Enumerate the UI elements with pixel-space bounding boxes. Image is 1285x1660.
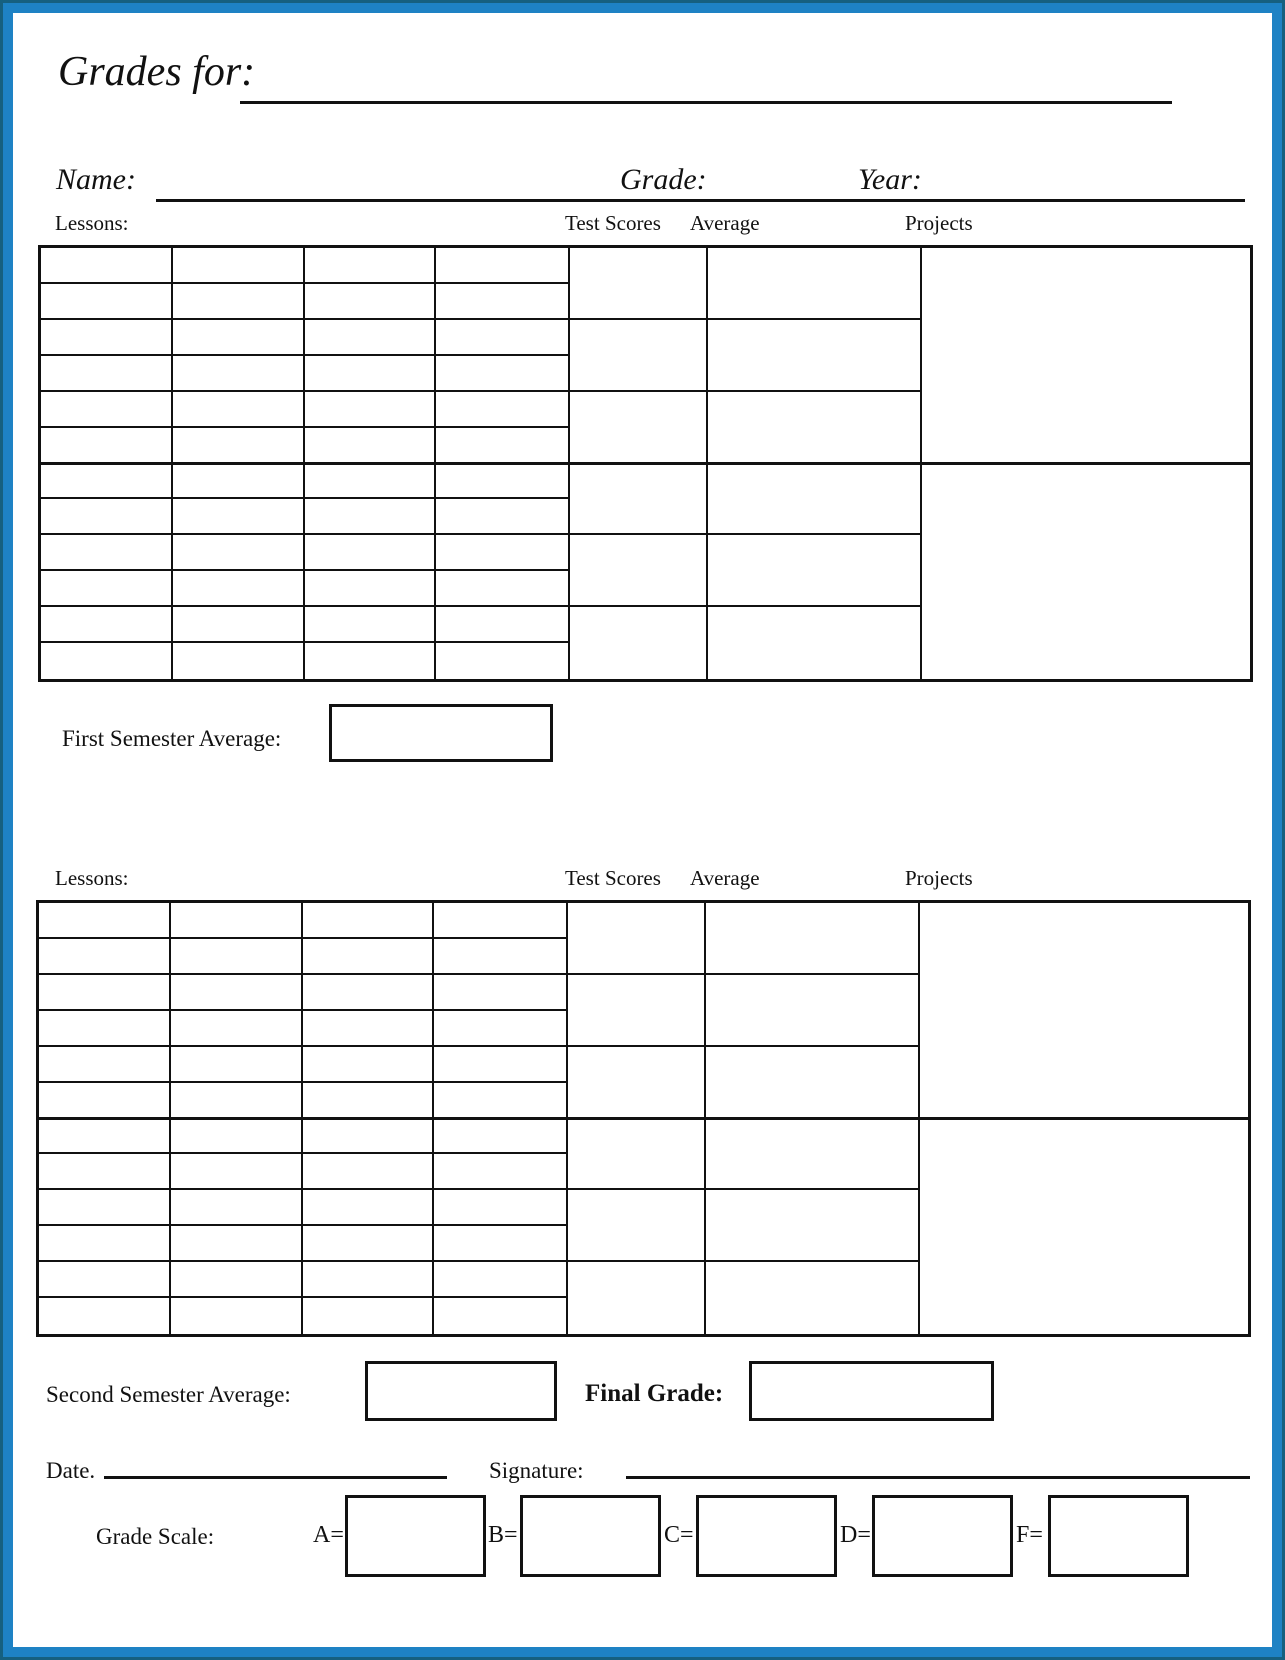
name-underline [156,199,1245,202]
grade-scale-item-box [696,1495,837,1577]
title-underline [240,101,1172,104]
lesson-cell [41,284,173,320]
lesson-cell [171,1262,303,1298]
final-grade-label: Final Grade: [585,1380,724,1407]
lesson-cell [171,1298,303,1334]
average-header-2: Average [690,866,760,890]
lesson-cell [436,248,568,284]
average-cell [706,1047,918,1119]
average-cell [706,975,918,1047]
signature-label: Signature: [489,1458,584,1483]
grade-scale-item-label: D= [840,1522,871,1548]
test-score-cell [568,1119,704,1191]
test-score-cell [570,248,706,320]
lesson-cell [173,643,305,679]
lesson-cell [303,1047,435,1083]
test-score-cell [568,1047,704,1119]
lesson-cell [434,1226,566,1262]
lesson-cell [39,1083,171,1119]
lesson-cell [305,392,437,428]
lesson-cell [39,1154,171,1190]
lesson-cell [303,903,435,939]
lesson-cell [39,1011,171,1047]
lesson-cell [171,1190,303,1226]
lesson-cell [41,499,173,535]
lesson-cell [39,939,171,975]
grade-scale-item-box [1048,1495,1189,1577]
table-midline [38,462,1253,465]
lesson-cell [434,1262,566,1298]
lesson-cell [434,939,566,975]
lesson-cell [305,320,437,356]
lesson-cell [173,607,305,643]
lesson-cell [434,1011,566,1047]
lesson-cell [305,284,437,320]
lesson-cell [41,392,173,428]
test-scores-header-2: Test Scores [565,866,661,890]
average-cell [708,607,920,679]
lesson-cell [39,903,171,939]
lesson-cell [171,1011,303,1047]
lesson-cell [41,643,173,679]
lesson-cell [303,975,435,1011]
grade-scale-item-box [520,1495,661,1577]
lesson-cell [171,903,303,939]
second-semester-average-box [365,1361,557,1421]
date-line [104,1476,447,1479]
lesson-cell [41,571,173,607]
grade-scale-item-label: A= [313,1522,344,1548]
year-label: Year: [858,163,922,196]
lesson-cell [303,1119,435,1155]
test-score-cell [568,975,704,1047]
lesson-cell [303,1083,435,1119]
lesson-cell [171,1083,303,1119]
lesson-cell [434,1298,566,1334]
lesson-cell [171,1154,303,1190]
grade-scale-item-box [345,1495,486,1577]
name-label: Name: [56,163,136,196]
lesson-cell [436,607,568,643]
lesson-cell [39,1119,171,1155]
average-cell [708,392,920,464]
lesson-cell [41,248,173,284]
lesson-cell [436,464,568,500]
lesson-cell [436,535,568,571]
second-semester-table [36,900,1251,1337]
grade-scale-item-label: F= [1016,1522,1043,1548]
lesson-cell [41,356,173,392]
lesson-cell [436,356,568,392]
lesson-cell [173,284,305,320]
projects-cell [922,248,1250,464]
average-cell [708,320,920,392]
average-cell [708,535,920,607]
lesson-cell [41,535,173,571]
lesson-cell [436,320,568,356]
average-cell [708,248,920,320]
projects-cell [920,903,1248,1119]
lesson-cell [173,428,305,464]
signature-line [626,1476,1250,1479]
lesson-cell [173,571,305,607]
lesson-cell [39,1190,171,1226]
lesson-cell [434,1047,566,1083]
lesson-cell [305,428,437,464]
average-cell [706,903,918,975]
lesson-cell [305,248,437,284]
lesson-cell [436,643,568,679]
average-header-1: Average [690,211,760,235]
lesson-cell [303,1262,435,1298]
lesson-cell [41,428,173,464]
lesson-cell [305,464,437,500]
lesson-cell [305,535,437,571]
lesson-cell [173,320,305,356]
lesson-cell [305,607,437,643]
projects-header-2: Projects [905,866,973,890]
lesson-cell [436,392,568,428]
lesson-cell [173,535,305,571]
lesson-cell [434,1083,566,1119]
lesson-cell [434,903,566,939]
grade-scale-item-label: C= [664,1522,694,1548]
lesson-cell [434,1119,566,1155]
lesson-cell [436,499,568,535]
average-cell [706,1262,918,1334]
lesson-cell [305,571,437,607]
lesson-cell [305,499,437,535]
lesson-cell [39,1262,171,1298]
projects-cell [922,464,1250,680]
lesson-cell [173,248,305,284]
lesson-cell [434,975,566,1011]
lesson-cell [305,356,437,392]
lesson-cell [303,1226,435,1262]
lesson-cell [39,1047,171,1083]
projects-cell [920,1119,1248,1335]
first-semester-average-label: First Semester Average: [62,726,282,751]
lesson-cell [434,1154,566,1190]
lesson-cell [305,643,437,679]
final-grade-box [749,1361,994,1421]
lesson-cell [303,1298,435,1334]
grade-label: Grade: [620,163,707,196]
lesson-cell [436,428,568,464]
lesson-cell [39,1298,171,1334]
lesson-cell [39,975,171,1011]
lesson-cell [171,939,303,975]
second-semester-average-label: Second Semester Average: [46,1382,291,1407]
lesson-cell [173,356,305,392]
lesson-cell [303,1011,435,1047]
average-cell [708,464,920,536]
lessons-header-2: Lessons: [55,866,129,890]
lesson-cell [434,1190,566,1226]
test-score-cell [570,392,706,464]
lesson-cell [41,464,173,500]
test-score-cell [568,1190,704,1262]
lesson-cell [303,1190,435,1226]
average-cell [706,1190,918,1262]
test-score-cell [570,320,706,392]
test-score-cell [570,535,706,607]
lesson-cell [171,1119,303,1155]
first-semester-table [38,245,1253,682]
lessons-header-1: Lessons: [55,211,129,235]
lesson-cell [171,975,303,1011]
lesson-cell [303,1154,435,1190]
test-scores-header-1: Test Scores [565,211,661,235]
lesson-cell [41,320,173,356]
lesson-cell [173,499,305,535]
page-title: Grades for: [58,49,256,95]
test-score-cell [568,1262,704,1334]
projects-header-1: Projects [905,211,973,235]
lesson-cell [39,1226,171,1262]
lesson-cell [436,284,568,320]
lesson-cell [171,1226,303,1262]
grade-scale-item-label: B= [488,1522,518,1548]
lesson-cell [173,464,305,500]
lesson-cell [171,1047,303,1083]
grade-scale-label: Grade Scale: [96,1524,215,1549]
lesson-cell [173,392,305,428]
test-score-cell [570,607,706,679]
first-semester-average-box [329,704,553,762]
average-cell [706,1119,918,1191]
date-label: Date. [46,1458,96,1483]
grade-scale-item-box [872,1495,1013,1577]
test-score-cell [568,903,704,975]
test-score-cell [570,464,706,536]
table-midline [36,1117,1251,1120]
lesson-cell [41,607,173,643]
lesson-cell [303,939,435,975]
lesson-cell [436,571,568,607]
